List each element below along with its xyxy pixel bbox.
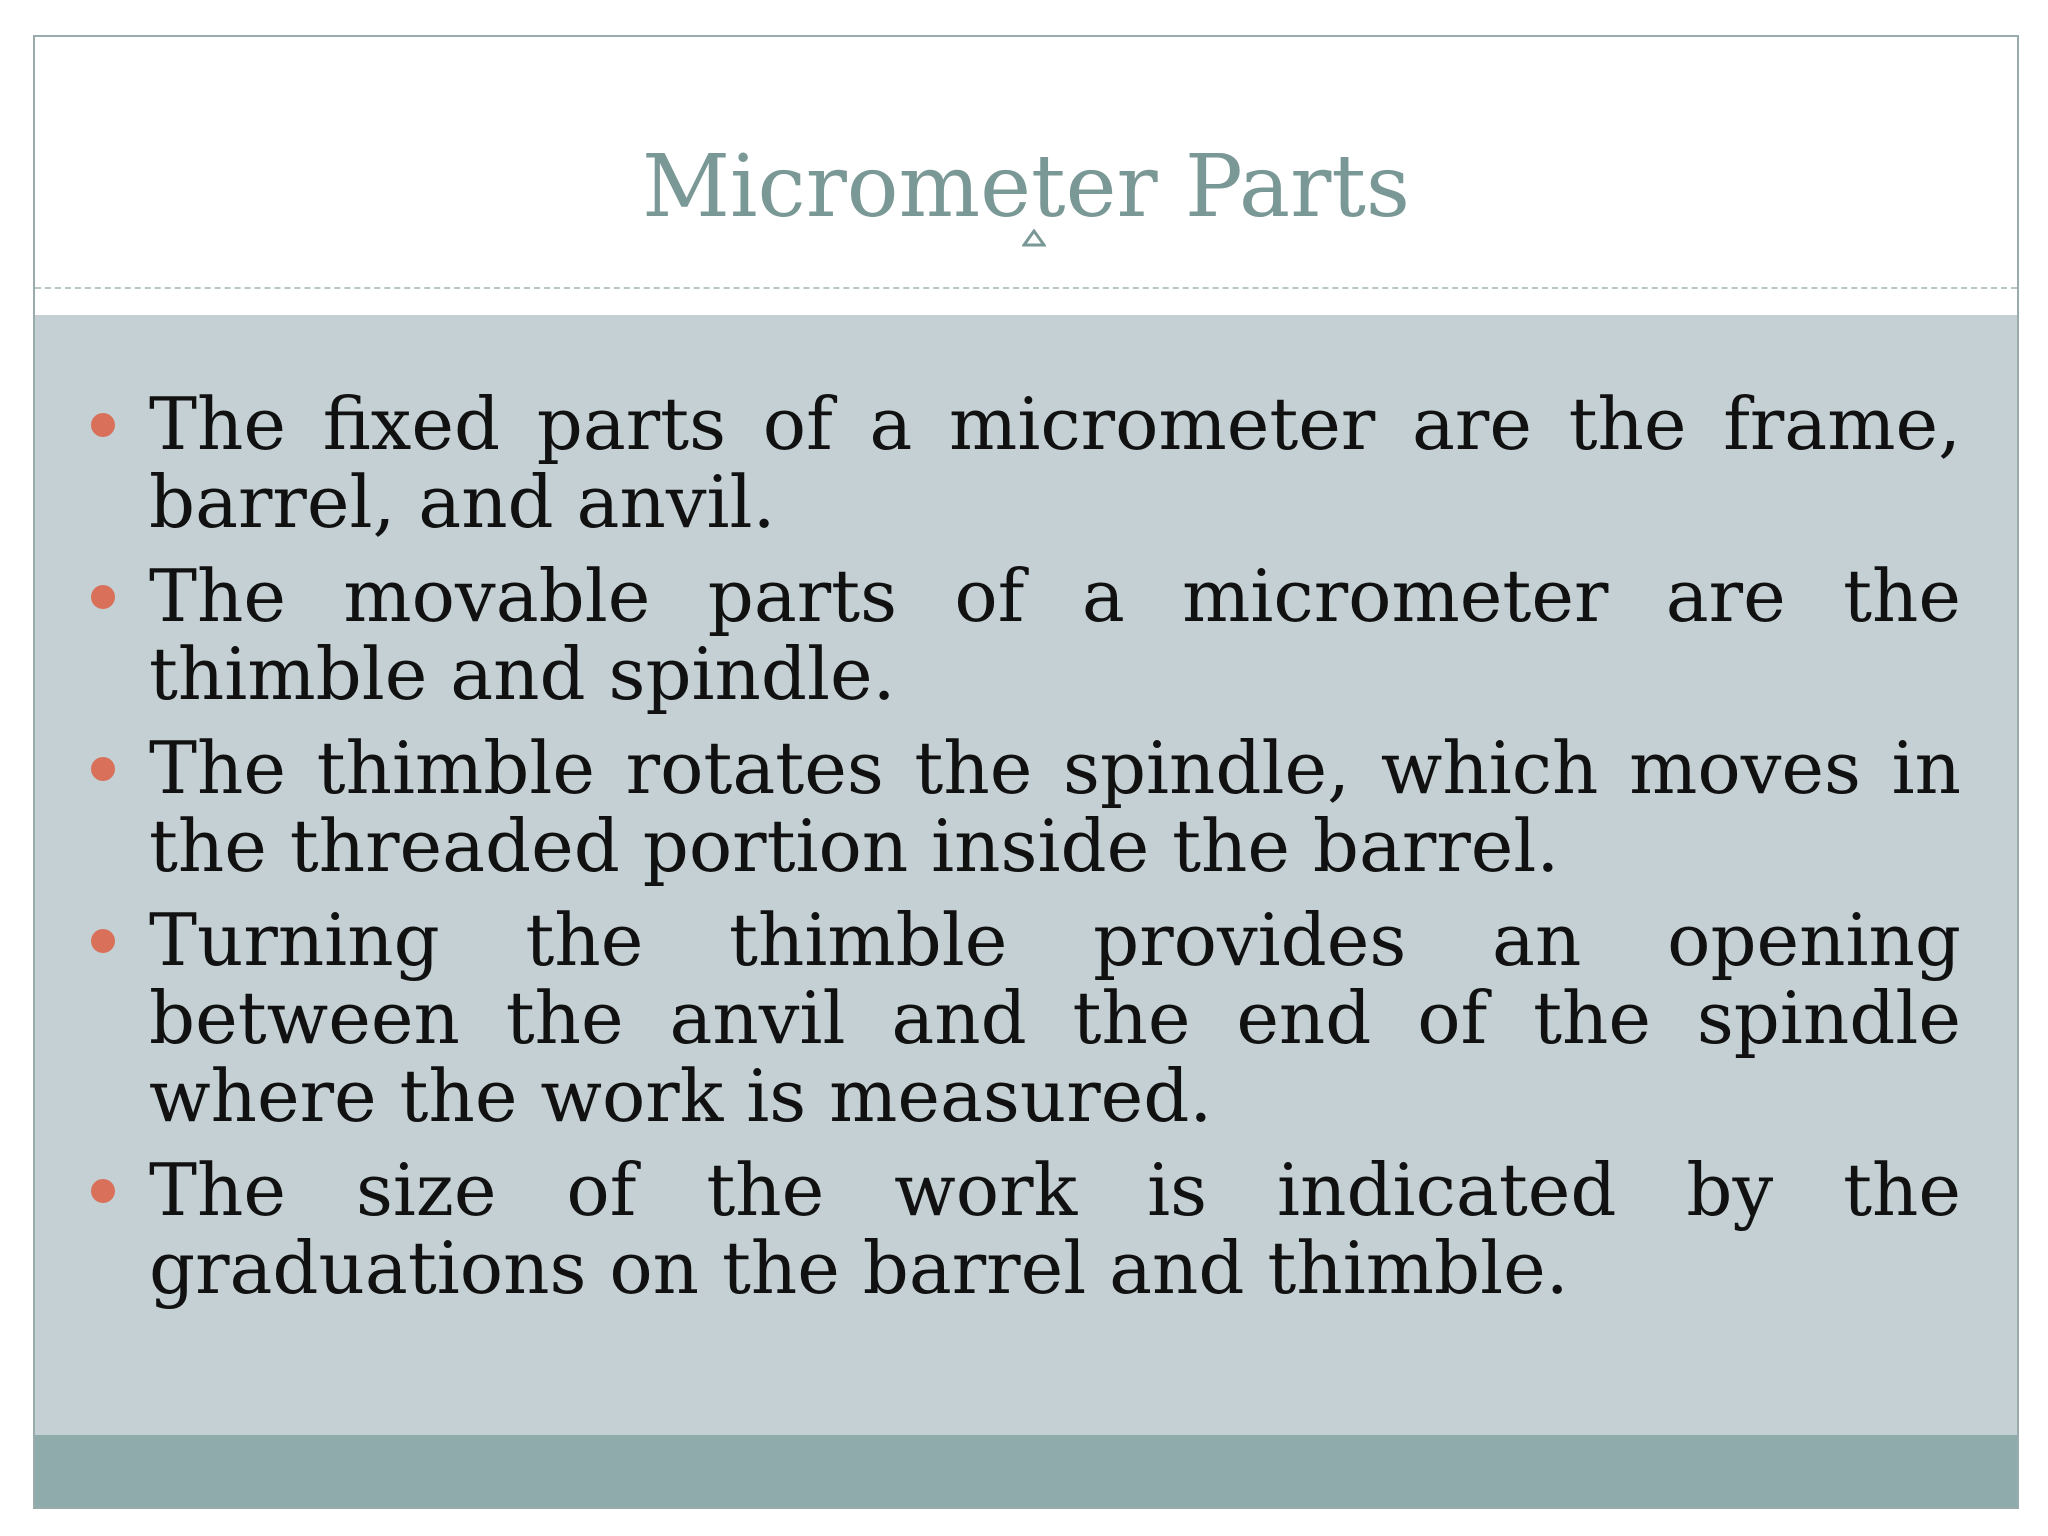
bullet-dot-icon xyxy=(91,585,115,609)
footer-bar xyxy=(35,1435,2017,1507)
bullet-item xyxy=(149,554,1961,716)
bullet-item xyxy=(149,898,1961,1138)
bullet-item xyxy=(149,1148,1961,1310)
bullet-item xyxy=(149,382,1961,544)
bullet-item xyxy=(149,726,1961,888)
slide-title: Micrometer Parts xyxy=(641,137,1411,237)
bullet-list xyxy=(149,382,1961,1323)
bullet-text: Turning the thimble provides an opening between the anvil and the end of the spindle where the work is measured. xyxy=(149,898,1961,1138)
bullet-text: The movable parts of a micrometer are the thimble and spindle. xyxy=(149,554,1961,716)
content-area xyxy=(35,315,2017,1435)
bullet-dot-icon xyxy=(91,413,115,437)
slide xyxy=(33,35,2019,1509)
triangle-ornament-icon xyxy=(1022,229,1046,247)
bullet-dot-icon xyxy=(91,757,115,781)
bullet-dot-icon xyxy=(91,929,115,953)
bullet-text: The fixed parts of a micrometer are the frame, barrel, and anvil. xyxy=(149,382,1961,544)
title-divider xyxy=(35,287,2017,289)
bullet-text: The size of the work is indicated by the graduations on the barrel and thimble. xyxy=(149,1148,1961,1310)
title-area xyxy=(35,37,2017,289)
bullet-text: The thimble rotates the spindle, which moves in the threaded portion inside the barrel. xyxy=(149,726,1961,888)
bullet-dot-icon xyxy=(91,1179,115,1203)
